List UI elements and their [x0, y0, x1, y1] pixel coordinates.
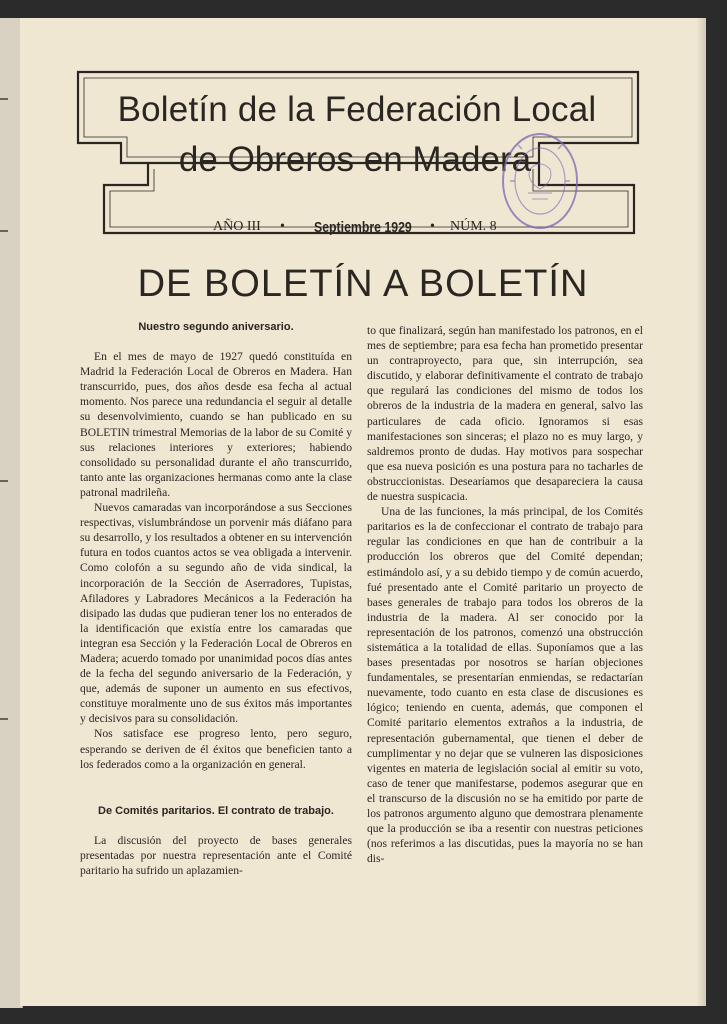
bulletin-title-line2: de Obreros en Madera	[178, 140, 532, 179]
separator-dot: •	[430, 219, 435, 234]
issue-year: AÑO III	[213, 219, 261, 234]
paragraph: Nuevos camaradas van incorporándose a sus Secciones respectivas, vislumbrándose un porvenir más diáfano para su desarrollo, y los resultados a obtener en su intervención futura en todos cuantos actos se vea obligada a intervenir. Como colofón a su segundo año de vida sindical, la incorporación de la Sección de Aserradores, Tupistas, Afiladores y Labradores Mecánicos a la Federación ha disipado las dudas que pudieran tener los no enterados de la identificación que existía entre los camaradas que integran esa Sección y la Federación Local de Obreros en Madera; acuerdo tomado por unanimidad pocos días antes de la fecha del segundo aniversario de la Federación, y que, además de suponer un aumento en sus efectivos, constituye moralmente uno de sus éxitos más importantes y decisivos para su consolidación.	[80, 501, 352, 726]
paragraph: Una de las funciones, la más principal, de los Comités paritarios es la de confeccionar el contrato de trabajo para regular las condiciones en que han de contribuir a la producción los obreros que del Comité dependan; estimándolo así, y a su debido tiempo y de común acuerdo, fué presentado ante el Comité paritario un proyecto de bases generales de trabajo para todos los obreros de la industria de la madera. Al ser conocido por la representación de los patronos, comenzó una obstrucción sistemática a la totalidad de ellas. Suponíamos que a las bases presentadas por nosotros se harían objeciones fundamentales, se presentarían enmiendas, se redactarían nuevamente, todo cuanto en esta clase de discusiones es lógico; teniendo en cuenta, además, que componen el Comité paritario elementos extraños a la industria, de representación gubernamental, que tienen el deber de cumplimentar y no dejar que se vulneren las disposiciones vigentes en materia de legislación social al emitir su voto, caso de tener que manifestarse, podemos asegurar que en el transcurso de la discusión no se ha emitido por parte de los patronos argumento alguno que demostrara plenamente que la producción se iba a resentir con nuestras peticiones (nos referimos a las discutidas, pues la mayoría no se han dis-	[367, 505, 643, 866]
spine-mark	[0, 480, 8, 482]
section-subtitle: De Comités paritarios. El contrato de trabajo.	[98, 804, 334, 817]
separator-dot: •	[280, 219, 285, 234]
spine-mark	[0, 718, 8, 720]
issue-date: Septiembre 1929	[314, 219, 412, 236]
document-page	[20, 18, 706, 1006]
spine-mark	[0, 230, 8, 232]
spine-mark	[0, 98, 8, 100]
issue-number: NÚM. 8	[450, 219, 497, 234]
paragraph: La discusión del proyecto de bases generales presentadas por nuestra representación ante el Comité paritario ha sufrido un aplazamien-	[80, 833, 352, 877]
paragraph: to que finalizará, según han manifestado los patronos, en el mes de septiembre; para esa fecha han prometido presentar un contraproyecto, para que, sin interrupción, sea discutido, y elaborar definitivamente el contrato de trabajo que regulará las condiciones del mismo de todos los obreros de la industria de la madera en general, salvo las particulares de cada oficio. Ignoramos si esas manifestaciones son sinceras; el plazo no es muy largo, y saldremos pronto de dudas. Hay motivos para sospechar que esa nueva posición es una postura para no tacharles de obstruccionistas. Desearíamos que desapareciera la causa de nuestra suspicacia.	[367, 324, 643, 504]
right-column	[367, 323, 643, 866]
library-stamp-icon	[500, 131, 580, 231]
section-subtitle: Nuestro segundo aniversario.	[138, 321, 294, 333]
paragraph: Nos satisface ese progreso lento, pero seguro, esperando se deriven de él éxitos que beneficien tanto a los federados como a la organización en general.	[80, 727, 352, 771]
left-column	[80, 320, 352, 878]
paragraph: En el mes de mayo de 1927 quedó constituída en Madrid la Federación Local de Obreros en Madera. Han transcurrido, pues, dos años desde esa fecha al actual momento. Nos parece una redundancia el seguir al detalle su desenvolvimiento, cuando se han publicado en su BOLETIN trimestral Memorias de la labor de su Comité y sus relaciones interiores y exteriores; habiendo consolidado su personalidad durante el año transcurrido, tanto ante las organizaciones hermanas como ante la clase patronal madrileña.	[80, 350, 352, 499]
bulletin-title-line1: Boletín de la Federación Local	[117, 90, 597, 129]
article-headline: DE BOLETÍN A BOLETÍN	[137, 263, 589, 305]
